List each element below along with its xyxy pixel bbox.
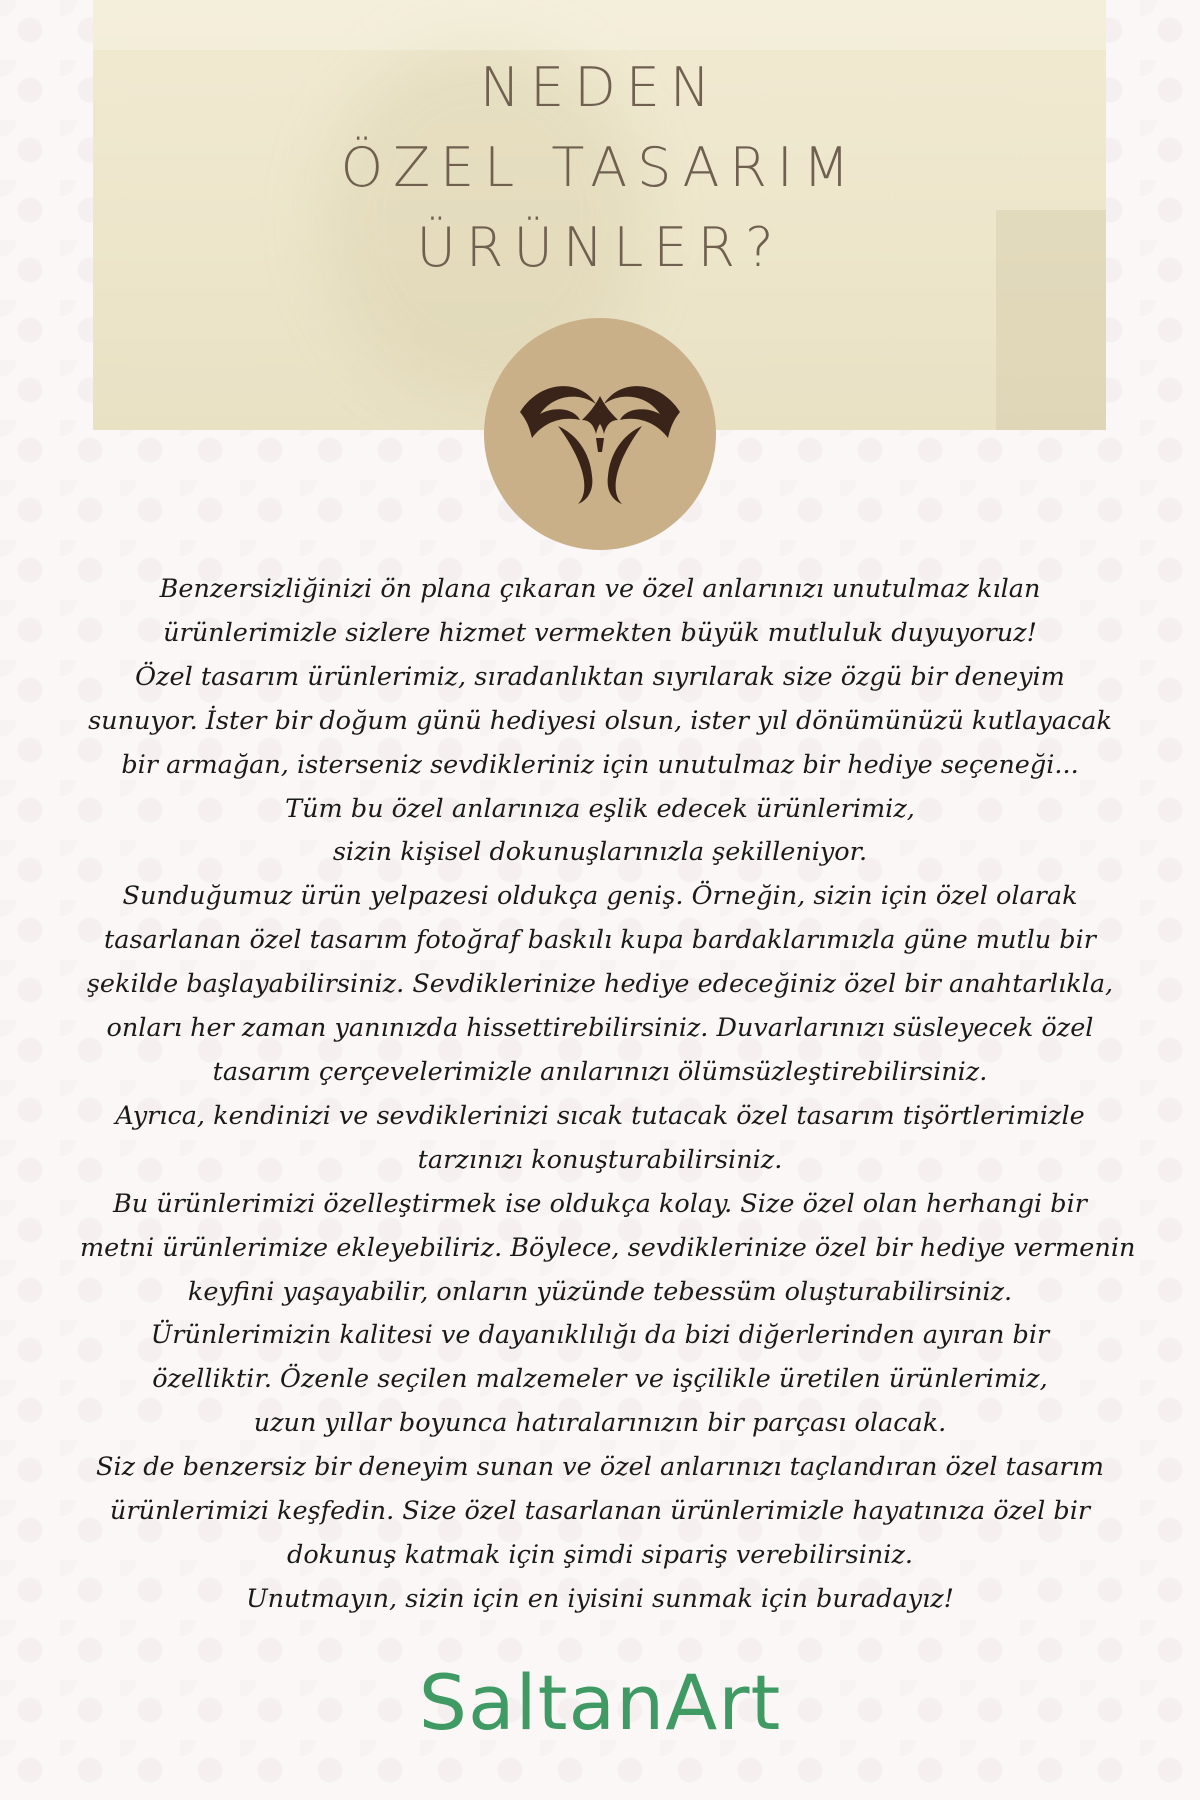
page-title-line: NEDEN [479,56,721,119]
body-line: Bu ürünlerimizi özelleştirmek ise oldukça kolay. Size özel olan herhangi bir [113,1188,1087,1219]
hero-photo-shade [93,0,1106,50]
body-line: Sunduğumuz ürün yelpazesi oldukça geniş. Örneğin, sizin için özel olarak [122,881,1078,912]
page-title-line: ÖZEL TASARIM [340,136,860,199]
brand-wordmark: SaltanArt [418,1658,782,1747]
body-line: Ayrıca, kendinizi ve sevdiklerinizi sıcak tutacak özel tasarım tişörtlerimizle [115,1100,1085,1131]
article-body [80,568,1136,1622]
body-line: Siz de benzersiz bir deneyim sunan ve özel anlarınızı taçlandıran özel tasarım [96,1452,1104,1483]
body-line: ürünlerimizle sizlere hizmet vermekten büyük mutluluk duyuyoruz! [163,617,1037,648]
body-line: Tüm bu özel anlarınıza eşlik edecek ürünlerimiz, [285,793,915,824]
body-line: Ürünlerimizin kalitesi ve dayanıklılığı da bizi diğerlerinden ayıran bir [150,1320,1050,1351]
page-title [0,48,1200,288]
body-line: dokunuş katmak için şimdi sipariş verebilirsiniz. [287,1539,913,1570]
body-line: Özel tasarım ürünlerimiz, sıradanlıktan sıyrılarak size özgü bir deneyim [135,661,1065,692]
body-line: uzun yıllar boyunca hatıralarınızın bir parçası olacak. [253,1408,947,1439]
body-line: Benzersizliğinizi ön plana çıkaran ve özel anlarınızı unutulmaz kılan [159,574,1041,604]
body-line: tasarım çerçevelerimizle anılarınızı ölümsüzleştirebilirsiniz. [212,1056,988,1087]
body-line: ürünlerimizi keşfedin. Size özel tasarlanan ürünlerimizle hayatınıza özel bir [109,1496,1091,1527]
body-line: onları her zaman yanınızda hissettirebilirsiniz. Duvarlarınızı süsleyecek özel [106,1013,1094,1044]
body-line: şekilde başlayabilirsiniz. Sevdiklerinize hediye edeceğiniz özel bir anahtarlıkla, [86,969,1114,1000]
body-line: tarzınızı konuşturabilirsiniz. [417,1144,783,1175]
body-line: bir armağan, isterseniz sevdikleriniz için unutulmaz bir hediye seçeneği... [121,749,1079,780]
body-line: Unutmayın, sizin için en iyisini sunmak için buradayız! [246,1583,954,1614]
body-line: özelliktir. Özenle seçilen malzemeler ve işçilikle üretilen ürünlerimiz, [152,1364,1048,1395]
body-line: sunuyor. İster bir doğum günü hediyesi olsun, ister yıl dönümünüzü kutlayacak [88,705,1112,736]
page-title-line: ÜRÜNLER? [416,216,784,279]
saltanart-emblem-icon [500,334,700,534]
body-line: keyfini yaşayabilir, onların yüzünde tebessüm oluşturabilirsiniz. [187,1276,1013,1307]
body-line: metni ürünlerimize ekleyebiliriz. Böylece, sevdiklerinize özel bir hediye vermenin [80,1232,1136,1263]
body-line: sizin kişisel dokunuşlarınızla şekilleniyor. [332,837,868,868]
brand-logo-badge [484,318,716,550]
body-line: tasarlanan özel tasarım fotoğraf baskılı kupa bardaklarımızla güne mutlu bir [104,925,1096,956]
